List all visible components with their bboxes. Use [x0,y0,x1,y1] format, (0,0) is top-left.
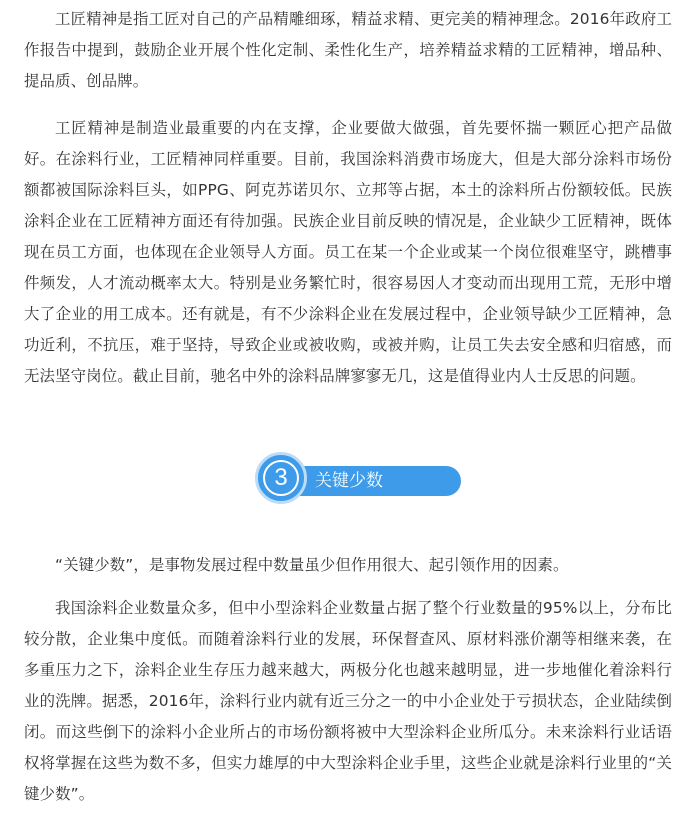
paragraph-industry-consolidation: 我国涂料企业数量众多，但中小型涂料企业数量占据了整个行业数量的95%以上，分布比较分散，企业集中度低。而随着涂料行业的发展，环保督查风、原材料涨价潮等相继来袭，在多重压力之下，涂料企业生存压力越来越大，两极分化也越来越明显，进一步地催化着涂料行业的洗牌。据悉，2016年，涂料行业内就有近三分之一的中小企业处于亏损状态，企业陆续倒闭。而这些倒下的涂料小企业所占的市场份额将被中大型涂料企业所瓜分。未来涂料行业话语权将掌握在这些为数不多，但实力雄厚的中大型涂料企业手里，这些企业就是涂料行业里的“关键少数”。 [24,599,672,803]
section-number-circle [255,452,307,504]
paragraph-craftsman-importance: 工匠精神是制造业最重要的内在支撑，企业要做大做强，首先要怀揣一颗匠心把产品做好。在涂料行业，工匠精神同样重要。目前，我国涂料消费市场庞大，但是大部分涂料市场份额都被国际涂料巨头，如PPG、阿克苏诺贝尔、立邦等占据，本土的涂料所占份额较低。民族涂料企业在工匠精神方面还有待加强。民族企业目前反映的情况是，企业缺少工匠精神，既体现在员工方面，也体现在企业领导人方面。员工在某一个企业或某一个岗位很难坚守，跳槽事件频发，人才流动概率太大。特别是业务繁忙时，很容易因人才变动而出现用工荒，无形中增大了企业的用工成本。还有就是，有不少涂料企业在发展过程中，企业领导缺少工匠精神，急功近利，不抗压，难于坚持，导致企业或被收购，或被并购，让员工失去安全感和归宿感，而无法坚守岗位。截止目前，驰名中外的涂料品牌寥寥无几，这是值得业内人士反思的问题。 [24,119,672,385]
section-heading-badge [253,452,465,510]
paragraph-key-minority-definition: “关键少数”，是事物发展过程中数量虽少但作用很大、起引领作用的因素。 [55,556,569,574]
section-title: 关键少数 [315,471,383,491]
section-number: 3 [263,460,299,496]
paragraph-craftsman-definition: 工匠精神是指工匠对自己的产品精雕细琢，精益求精、更完美的精神理念。2016年政府工作报告中提到，鼓励企业开展个性化定制、柔性化生产，培养精益求精的工匠精神，增品种、提品质、创品牌。 [24,10,672,90]
